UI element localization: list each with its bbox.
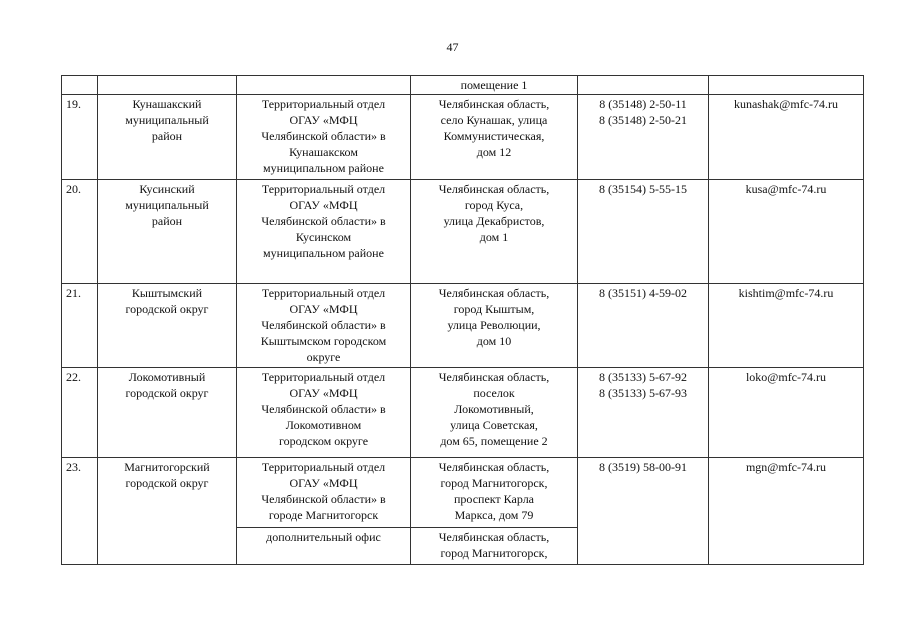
address-cell: Челябинская область, город Кыштым, улица Революции, дом 10 bbox=[411, 284, 578, 368]
table-row bbox=[62, 180, 864, 284]
table-row bbox=[62, 458, 864, 528]
address-cell: Челябинская область, город Куса, улица Декабристов, дом 1 bbox=[411, 180, 578, 284]
phone-cell: 8 (35154) 5-55-15 bbox=[578, 180, 709, 284]
mfc-offices-table bbox=[61, 75, 864, 565]
area-cell: Кусинский муниципальный район bbox=[98, 180, 237, 284]
row-number: 21. bbox=[62, 284, 98, 368]
area-cell: Кыштымский городской округ bbox=[98, 284, 237, 368]
department-cell: Территориальный отдел ОГАУ «МФЦ Челябинской области» в Кусинском муниципальном районе bbox=[237, 180, 411, 284]
phone-cell: 8 (35133) 5-67-92 8 (35133) 5-67-93 bbox=[578, 368, 709, 458]
area-cell: Кунашакский муниципальный район bbox=[98, 95, 237, 180]
address-cell: Челябинская область, город Магнитогорск, bbox=[411, 528, 578, 565]
row-number: 23. bbox=[62, 458, 98, 565]
area-cell: Локомотивный городской округ bbox=[98, 368, 237, 458]
table-row bbox=[62, 368, 864, 458]
email-cell: loko@mfc-74.ru bbox=[709, 368, 864, 458]
table-row bbox=[62, 95, 864, 180]
department-cell: дополнительный офис bbox=[237, 528, 411, 565]
email-cell: kunashak@mfc-74.ru bbox=[709, 95, 864, 180]
department-cell: Территориальный отдел ОГАУ «МФЦ Челябинской области» в Кыштымском городском округе bbox=[237, 284, 411, 368]
email-cell: kusa@mfc-74.ru bbox=[709, 180, 864, 284]
email-cell: mgn@mfc-74.ru bbox=[709, 458, 864, 565]
phone-cell: 8 (3519) 58-00-91 bbox=[578, 458, 709, 565]
row-number: 20. bbox=[62, 180, 98, 284]
email-cell: kishtim@mfc-74.ru bbox=[709, 284, 864, 368]
address-cell: помещение 1 bbox=[411, 76, 578, 95]
table-row-continuation bbox=[62, 76, 864, 95]
department-cell: Территориальный отдел ОГАУ «МФЦ Челябинской области» в городе Магнитогорск bbox=[237, 458, 411, 528]
row-number: 19. bbox=[62, 95, 98, 180]
department-cell: Территориальный отдел ОГАУ «МФЦ Челябинской области» в Локомотивном городском округе bbox=[237, 368, 411, 458]
address-cell: Челябинская область, поселок Локомотивный, улица Советская, дом 65, помещение 2 bbox=[411, 368, 578, 458]
area-cell: Магнитогорский городской округ bbox=[98, 458, 237, 565]
address-cell: Челябинская область, село Кунашак, улица Коммунистическая, дом 12 bbox=[411, 95, 578, 180]
address-cell: Челябинская область, город Магнитогорск, проспект Карла Маркса, дом 79 bbox=[411, 458, 578, 528]
row-number: 22. bbox=[62, 368, 98, 458]
page-number: 47 bbox=[446, 40, 459, 54]
table-row bbox=[62, 284, 864, 368]
phone-cell: 8 (35151) 4-59-02 bbox=[578, 284, 709, 368]
department-cell: Территориальный отдел ОГАУ «МФЦ Челябинской области» в Кунашакском муниципальном районе bbox=[237, 95, 411, 180]
phone-cell: 8 (35148) 2-50-11 8 (35148) 2-50-21 bbox=[578, 95, 709, 180]
